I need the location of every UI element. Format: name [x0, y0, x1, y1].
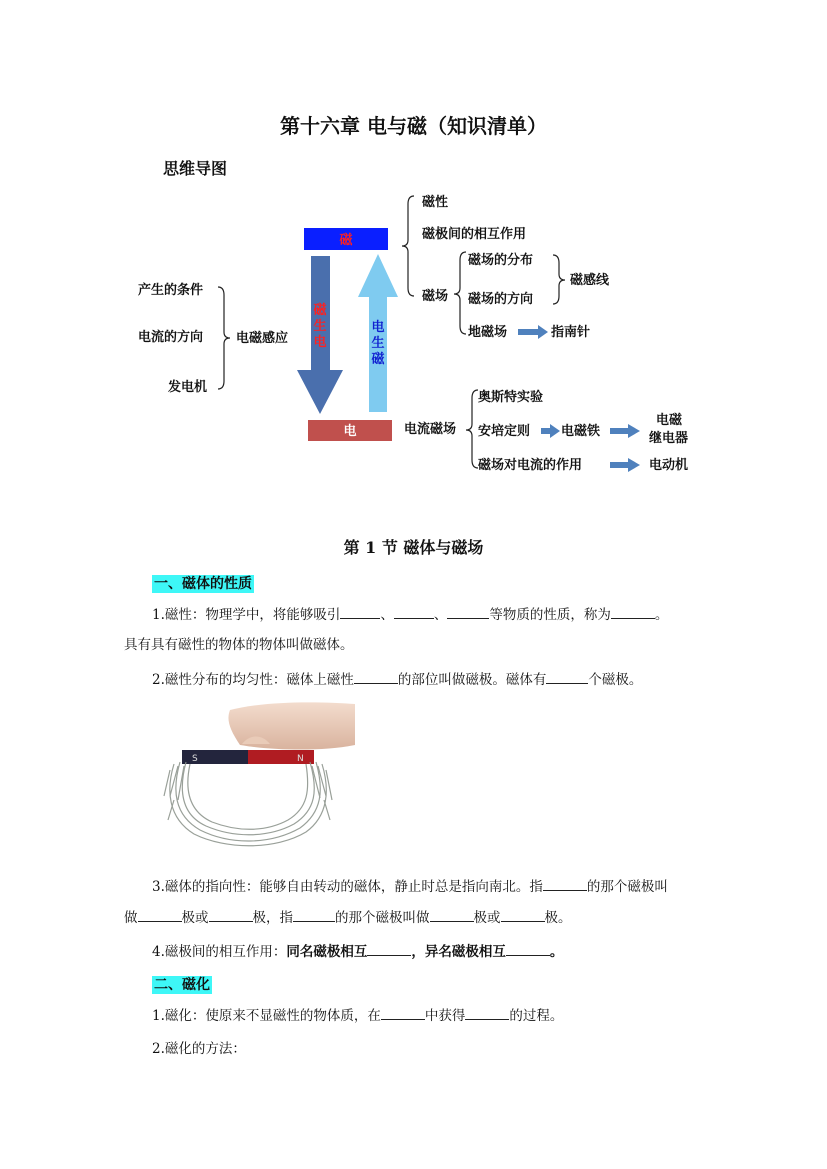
blank[interactable] [209, 907, 253, 922]
magnet-n-half [248, 750, 314, 764]
field-line-brace [553, 255, 565, 304]
motor-label: 电动机 [649, 458, 689, 473]
blank[interactable] [354, 669, 398, 684]
up-arrow-char-2: 生 [371, 336, 385, 351]
left-item-3: 发电机 [168, 380, 208, 395]
paragraph-pole-interaction: 4.磁极间的相互作用：同名磁极相互 ，异名磁极相互 。 [152, 941, 563, 962]
blank[interactable] [138, 907, 182, 922]
oersted-label: 奥斯特实验 [478, 390, 544, 405]
up-arrow-char-1: 电 [371, 320, 385, 335]
mindmap-diagram [0, 0, 827, 500]
blank[interactable] [611, 604, 655, 619]
magnet-filings-image [160, 700, 360, 860]
blank[interactable] [465, 1005, 509, 1020]
left-brace [218, 287, 230, 389]
down-arrow-char-3: 电 [313, 335, 327, 350]
magnet-n-label: N [297, 754, 304, 764]
bottom-right-brace [466, 390, 478, 468]
blank[interactable] [381, 1005, 425, 1020]
field-line-label: 磁感线 [570, 273, 610, 288]
ampere-label: 安培定则 [478, 424, 531, 439]
relay-label-2: 继电器 [649, 431, 689, 446]
force-label: 磁场对电流的作用 [478, 458, 583, 473]
paragraph-magnetization: 1.磁化：使原来不显磁性的物体质，在 中获得 的过程。 [152, 1005, 563, 1026]
mindmap-heading: 思维导图 [163, 159, 228, 178]
blank[interactable] [367, 941, 411, 956]
left-center: 电磁感应 [236, 331, 289, 346]
paragraph-directivity: 3.磁体的指向性：能够自由转动的磁体，静止时总是指向南北。指 的那个磁极叫 [152, 876, 668, 897]
left-item-2: 电流的方向 [138, 330, 204, 345]
top-right-brace [402, 196, 414, 296]
blank[interactable] [340, 604, 380, 619]
paragraph-directivity-cont: 做 极或 极，指 的那个磁极叫做 极或 极。 [124, 907, 572, 928]
blank[interactable] [506, 941, 550, 956]
blank[interactable] [394, 604, 434, 619]
relay-label-1: 电磁 [656, 413, 683, 428]
compass-label: 指南针 [551, 325, 591, 340]
blank[interactable] [546, 669, 588, 684]
down-arrow-char-1: 磁 [313, 303, 327, 318]
heading-magnet-properties: 一、磁体的性质 [154, 576, 252, 592]
field-item-1: 磁场的分布 [468, 253, 534, 268]
field-item-2: 磁场的方向 [468, 292, 534, 307]
paragraph-pole-distribution: 2.磁性分布的均匀性：磁体上磁性 的部位叫做磁极。磁体有 个磁极。 [152, 669, 642, 690]
magnet-s-label: S [192, 754, 198, 764]
electromagnet-label: 电磁铁 [561, 424, 601, 439]
paragraph-methods: 2.磁化的方法： [152, 1041, 246, 1057]
tr-field: 磁场 [422, 289, 449, 304]
up-arrow-char-3: 磁 [371, 352, 385, 367]
earth-arrow [518, 325, 548, 339]
heading-magnetization: 二、磁化 [154, 977, 210, 993]
paragraph-magnetism: 1.磁性：物理学中，将能够吸引 、 、 等物质的性质，称为 。 [152, 604, 668, 625]
tr-item-1: 磁性 [422, 195, 449, 210]
blank[interactable] [447, 604, 489, 619]
earth-field: 地磁场 [468, 325, 508, 340]
section-title: 第 1 节 磁体与磁场 [343, 538, 484, 557]
ampere-arrow [541, 424, 560, 438]
blank[interactable] [430, 907, 474, 922]
magnet-box-label: 磁 [339, 233, 353, 248]
left-item-1: 产生的条件 [138, 283, 204, 298]
field-brace [454, 252, 466, 334]
current-field: 电流磁场 [404, 422, 457, 437]
blank[interactable] [543, 876, 587, 891]
blank[interactable] [501, 907, 545, 922]
electromagnet-arrow [610, 424, 640, 438]
page-title: 第十六章 电与磁（知识清单） [280, 114, 547, 138]
electric-box-label: 电 [343, 424, 357, 439]
down-arrow-char-2: 生 [313, 319, 327, 334]
force-arrow [610, 458, 640, 472]
tr-item-2: 磁极间的相互作用 [422, 227, 527, 242]
paragraph-magnet-definition: 具有具有磁性的物体的物体叫做磁体。 [124, 637, 354, 653]
blank[interactable] [293, 907, 335, 922]
